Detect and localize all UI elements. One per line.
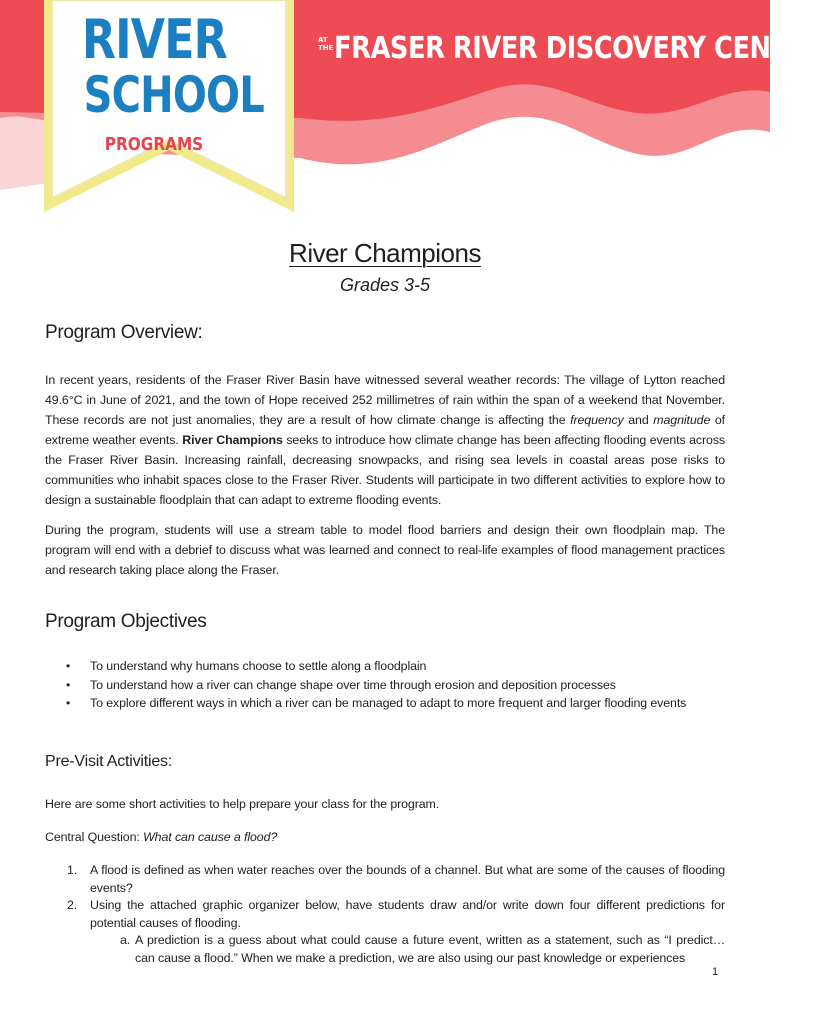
central-question-label: Central Question:	[45, 830, 144, 844]
header-banner	[0, 0, 824, 240]
substep-item	[90, 932, 725, 967]
objective-item: • To explore different ways in which a river can be managed to adapt to more frequent and larger flooding events	[62, 694, 742, 713]
logo-programs: PROGRAMS	[104, 134, 204, 155]
banner-title: FRASER RIVER DISCOVERY CENTRE	[334, 31, 824, 66]
previsit-heading: Pre-Visit Activities:	[45, 753, 173, 770]
overview-heading: Program Overview:	[45, 322, 203, 343]
previsit-intro: Here are some short activities to help prepare your class for the program.	[45, 797, 440, 811]
overview-paragraph-1	[45, 370, 725, 510]
step-number: 1.	[67, 863, 78, 877]
substep-letter: a.	[120, 933, 131, 947]
overview-program-name: River Champions	[182, 433, 283, 447]
objectives-list	[62, 657, 742, 713]
step-number: 2.	[67, 898, 78, 912]
step-item	[45, 897, 725, 967]
substep-text: A prediction is a guess about what could cause a future event, written as a statement, such as “I predict… can cause a flood.” When we make a prediction, we are also using our past knowledge or experiences	[135, 933, 725, 965]
objective-item: • To understand why humans choose to settle along a floodplain	[62, 657, 742, 676]
overview-text-c: of extreme weather events.	[45, 413, 725, 447]
overview-italic-frequency: frequency	[570, 413, 624, 427]
central-question	[45, 827, 725, 847]
objectives-heading: Program Objectives	[45, 611, 207, 632]
step-sublist	[90, 932, 725, 967]
overview-text-d: seeks to introduce how climate change has been affecting flooding events across the Fraser River Basin. Increasing rainfall, decreasing snowpacks, and rising sea levels in coastal areas pose risks to communities who inhabit spaces close to the Fraser River. Students will participate in two different activities to explore how to design a sustainable floodplain that can adapt to extreme flooding events.	[45, 433, 726, 507]
overview-italic-magnitude: magnitude	[653, 413, 711, 427]
banner-prefix: AT THE	[318, 36, 334, 52]
step-text: A flood is defined as when water reaches over the bounds of a channel. But what are some of the causes of flooding events?	[90, 863, 725, 895]
overview-text-a: In recent years, residents of the Fraser River Basin have witnessed several weather records: The village of Lytton reached 49.6°C in June of 2021, and the town of Hope received 252 millimetres of rain within the span of a weekend that November. These records are not just anomalies, they are a result of how climate change is affecting the	[45, 373, 725, 427]
page-number: 1	[712, 966, 719, 978]
objective-item: • To understand how a river can change shape over time through erosion and deposition processes	[62, 676, 742, 695]
overview-text-b: and	[623, 413, 654, 427]
step-text: Using the attached graphic organizer below, have students draw and/or write down four different predictions for potential causes of flooding.	[90, 898, 725, 930]
central-question-text: What can cause a flood?	[143, 830, 278, 844]
page-subtitle: Grades 3-5	[339, 275, 431, 295]
previsit-steps	[45, 862, 725, 967]
step-item	[45, 862, 725, 897]
logo-river: RIVER	[81, 8, 227, 71]
page-title-text: River Champions	[289, 238, 481, 268]
logo-school: SCHOOL	[83, 66, 264, 124]
page-title	[0, 238, 770, 269]
overview-paragraph-2: During the program, students will use a stream table to model flood barriers and design their own floodplain map. The program will end with a debrief to discuss what was learned and connect to real-life examples of flood management practices and research taking place along the Fraser.	[45, 523, 725, 577]
